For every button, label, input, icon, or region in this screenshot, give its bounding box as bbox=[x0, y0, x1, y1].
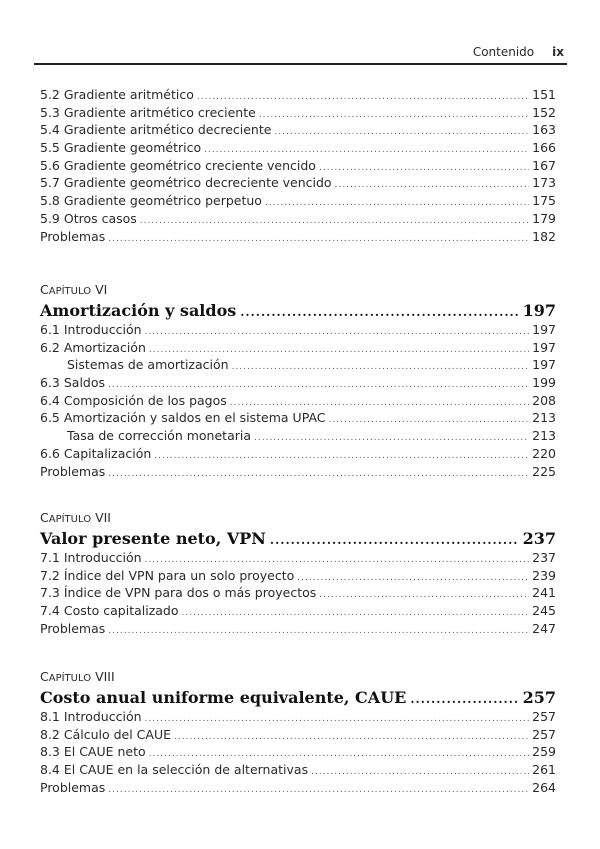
dot-leader bbox=[240, 302, 518, 322]
toc-entry[interactable] bbox=[40, 743, 556, 761]
entry-page-number: 208 bbox=[532, 392, 556, 408]
toc-entry[interactable] bbox=[40, 356, 556, 374]
chapter-label-rest: APÍTULO bbox=[48, 673, 92, 684]
dot-leader bbox=[174, 729, 529, 747]
toc-entry[interactable] bbox=[40, 157, 556, 175]
toc-entry[interactable] bbox=[40, 427, 556, 445]
dot-leader bbox=[274, 124, 529, 142]
chapter-numeral: VI bbox=[95, 282, 108, 297]
toc-entry[interactable] bbox=[40, 567, 556, 585]
entry-page-number: 264 bbox=[532, 779, 556, 795]
entry-label: Problemas bbox=[40, 463, 106, 479]
chapter-numeral: VII bbox=[95, 510, 111, 525]
header-section: Contenido bbox=[472, 45, 535, 59]
dot-leader bbox=[145, 711, 530, 729]
toc-entry[interactable] bbox=[40, 228, 556, 246]
entry-page-number: 173 bbox=[532, 175, 556, 191]
toc-entry[interactable] bbox=[40, 392, 556, 410]
entry-page-number: 257 bbox=[532, 726, 556, 742]
dot-leader bbox=[259, 107, 529, 125]
entry-label: 5.5 Gradiente geométrico bbox=[40, 140, 202, 156]
toc-entry[interactable] bbox=[40, 726, 556, 744]
entry-page-number: 151 bbox=[532, 87, 556, 102]
chapter-label bbox=[40, 507, 556, 529]
toc-entry[interactable] bbox=[40, 602, 556, 620]
chapter-title: Costo anual uniforme equivalente, CAUE bbox=[40, 688, 407, 707]
dot-leader bbox=[254, 430, 529, 448]
dot-leader bbox=[154, 448, 529, 466]
entry-label: 5.8 Gradiente geométrico perpetuo bbox=[40, 193, 262, 209]
chapter-title-entry[interactable] bbox=[40, 688, 556, 708]
entry-page-number: 197 bbox=[532, 339, 556, 355]
entry-page-number: 245 bbox=[532, 603, 556, 619]
toc-chapter-8 bbox=[40, 666, 556, 796]
entry-label: 8.3 El CAUE neto bbox=[40, 744, 146, 760]
toc-entry[interactable] bbox=[40, 445, 556, 463]
toc-entry[interactable] bbox=[40, 86, 556, 104]
dot-leader bbox=[297, 570, 529, 588]
toc-entry[interactable] bbox=[40, 584, 556, 602]
running-header bbox=[473, 45, 564, 59]
entry-page-number: 261 bbox=[532, 762, 556, 778]
entry-label: 8.1 Introducción bbox=[40, 709, 142, 724]
entry-page-number: 197 bbox=[532, 322, 556, 337]
chapter-label-initial: C bbox=[40, 669, 49, 684]
chapter-label-initial: C bbox=[40, 282, 49, 297]
chapter-title: Valor presente neto, VPN bbox=[40, 529, 266, 548]
dot-leader bbox=[182, 605, 530, 623]
entry-label: 5.2 Gradiente aritmético bbox=[40, 87, 194, 102]
dot-leader bbox=[270, 530, 519, 550]
entry-label: 7.1 Introducción bbox=[40, 550, 142, 565]
entry-page-number: 175 bbox=[532, 193, 556, 209]
entry-page-number: 237 bbox=[532, 550, 556, 565]
dot-leader bbox=[329, 412, 530, 430]
entry-label: Sistemas de amortización bbox=[67, 357, 229, 373]
dot-leader bbox=[265, 195, 529, 213]
chapter-title-entry[interactable] bbox=[40, 301, 556, 321]
entry-label: 6.4 Composición de los pagos bbox=[40, 392, 227, 408]
dot-leader bbox=[108, 231, 529, 249]
entry-label: 5.6 Gradiente geométrico creciente vencido bbox=[40, 157, 316, 173]
entry-page-number: 241 bbox=[532, 585, 556, 601]
entry-page-number: 239 bbox=[532, 567, 556, 583]
entry-label: 8.4 El CAUE en la selección de alternativas bbox=[40, 762, 309, 778]
dot-leader bbox=[319, 160, 529, 178]
entry-page-number: 152 bbox=[532, 104, 556, 120]
entry-page-number: 179 bbox=[532, 210, 556, 226]
chapter-page-number: 237 bbox=[522, 529, 556, 548]
toc-continuation bbox=[40, 86, 556, 245]
toc-entry[interactable] bbox=[40, 463, 556, 481]
dot-leader bbox=[319, 587, 529, 605]
dot-leader bbox=[108, 782, 529, 800]
toc-entry[interactable] bbox=[40, 121, 556, 139]
entry-label: 6.5 Amortización y saldos en el sistema UPAC bbox=[40, 410, 326, 426]
chapter-page-number: 197 bbox=[522, 301, 556, 320]
toc-entry[interactable] bbox=[40, 321, 556, 339]
toc-chapter-6 bbox=[40, 279, 556, 480]
dot-leader bbox=[145, 324, 530, 342]
dot-leader bbox=[232, 359, 530, 377]
toc-entry[interactable] bbox=[40, 374, 556, 392]
toc-entry[interactable] bbox=[40, 174, 556, 192]
entry-label: Problemas bbox=[40, 228, 106, 244]
entry-page-number: 225 bbox=[532, 463, 556, 479]
entry-label: 6.6 Capitalización bbox=[40, 445, 152, 461]
toc-entry[interactable] bbox=[40, 192, 556, 210]
chapter-page-number: 257 bbox=[522, 688, 556, 707]
toc-entry[interactable] bbox=[40, 210, 556, 228]
entry-page-number: 213 bbox=[532, 428, 556, 444]
entry-label: 7.2 Índice del VPN para un solo proyecto bbox=[40, 567, 295, 583]
entry-label: 5.3 Gradiente aritmético creciente bbox=[40, 104, 256, 120]
dot-leader bbox=[108, 466, 529, 484]
entry-label: 8.2 Cálculo del CAUE bbox=[40, 726, 171, 742]
dot-leader bbox=[410, 689, 518, 709]
chapter-title-entry[interactable] bbox=[40, 529, 556, 549]
dot-leader bbox=[311, 764, 529, 782]
entry-label: 6.2 Amortización bbox=[40, 339, 146, 355]
entry-label: 7.3 Índice de VPN para dos o más proyectos bbox=[40, 585, 317, 601]
entry-page-number: 247 bbox=[532, 620, 556, 636]
entry-page-number: 199 bbox=[532, 375, 556, 391]
entry-label: 6.3 Saldos bbox=[40, 375, 106, 391]
chapter-label bbox=[40, 279, 556, 301]
entry-page-number: 220 bbox=[532, 445, 556, 461]
header-rule bbox=[34, 63, 567, 65]
toc-entry[interactable] bbox=[40, 339, 556, 357]
toc-chapter-7 bbox=[40, 507, 556, 637]
entry-label: Problemas bbox=[40, 620, 106, 636]
entry-label: 5.9 Otros casos bbox=[40, 210, 137, 226]
entry-page-number: 182 bbox=[532, 228, 556, 244]
toc-entry[interactable] bbox=[40, 409, 556, 427]
toc-entry[interactable] bbox=[40, 104, 556, 122]
entry-label: Problemas bbox=[40, 779, 106, 795]
entry-label: 6.1 Introducción bbox=[40, 322, 142, 337]
entry-label: Tasa de corrección monetaria bbox=[67, 428, 251, 444]
entry-page-number: 257 bbox=[532, 709, 556, 724]
toc-entry[interactable] bbox=[40, 139, 556, 157]
toc-entry[interactable] bbox=[40, 549, 556, 567]
entry-page-number: 259 bbox=[532, 744, 556, 760]
chapter-title: Amortización y saldos bbox=[40, 301, 237, 320]
entry-page-number: 213 bbox=[532, 410, 556, 426]
header-page-number: ix bbox=[552, 45, 564, 59]
dot-leader bbox=[140, 213, 529, 231]
toc-entry[interactable] bbox=[40, 620, 556, 638]
entry-page-number: 163 bbox=[532, 122, 556, 138]
toc-entry[interactable] bbox=[40, 708, 556, 726]
entry-page-number: 167 bbox=[532, 157, 556, 173]
chapter-label-initial: C bbox=[40, 510, 49, 525]
entry-label: 5.7 Gradiente geométrico decreciente vencido bbox=[40, 175, 332, 191]
toc-entry[interactable] bbox=[40, 779, 556, 797]
chapter-label-rest: APÍTULO bbox=[48, 514, 92, 525]
entry-label: 5.4 Gradiente aritmético decreciente bbox=[40, 122, 272, 138]
chapter-label bbox=[40, 666, 556, 688]
toc-entry[interactable] bbox=[40, 761, 556, 779]
chapter-numeral: VIII bbox=[95, 669, 115, 684]
entry-label: 7.4 Costo capitalizado bbox=[40, 603, 179, 619]
entry-page-number: 197 bbox=[532, 357, 556, 373]
chapter-label-rest: APÍTULO bbox=[48, 286, 92, 297]
dot-leader bbox=[335, 177, 530, 195]
dot-leader bbox=[108, 623, 529, 641]
entry-page-number: 166 bbox=[532, 140, 556, 156]
